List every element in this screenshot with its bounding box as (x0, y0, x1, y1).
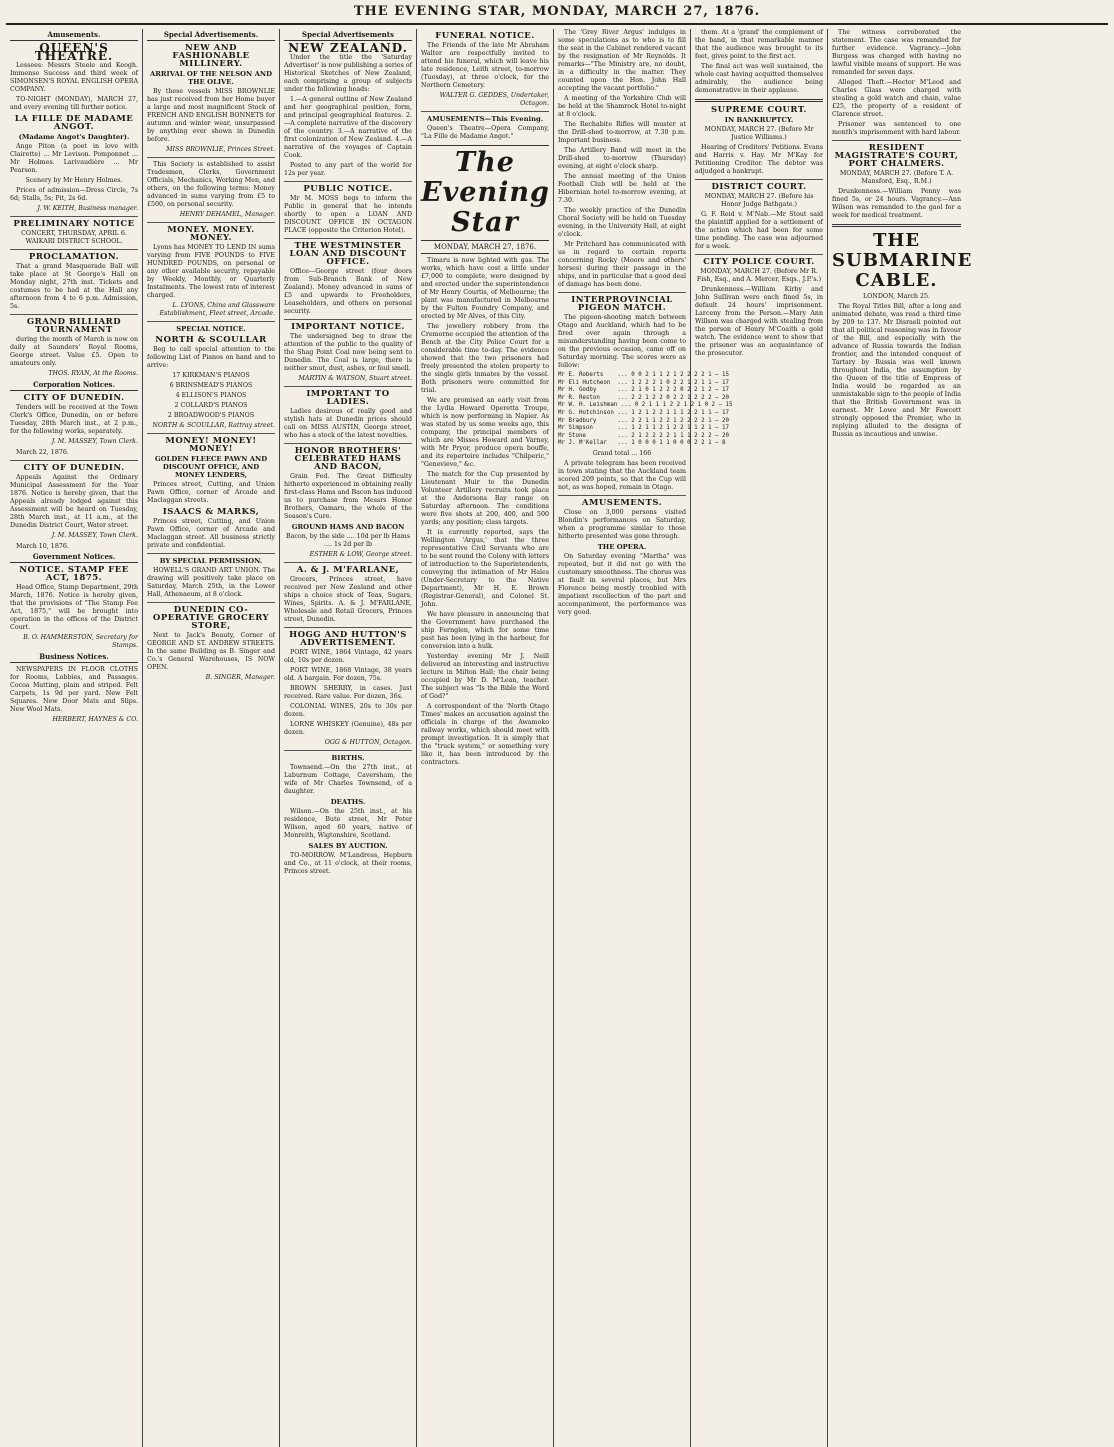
article-paragraph: Drunkenness.—William Kirby and John Sullivan were each fined 5s, in default 24 hours' imprisonment. Larceny from the Person.—Mary Ann Willson was charged with stealing from the person of Henry M'Coaith a gold watch. The evidence went to show that the prisoner was an acquaintance of the prosecutor. (695, 286, 823, 357)
ad-title: THE WESTMINSTER LOAN AND DISCOUNT OFFICE. (289, 241, 407, 267)
ad-title: MONEY. MONEY. MONEY. (167, 225, 255, 243)
article-paragraph: The witness corroborated the statement. The case was remanded for further evidence. Vagrancy.—John Burgess was charged with having no lawful visible means of support. He was remanded for seven days. (832, 29, 961, 76)
article-paragraph: A correspondent of the 'North Otago Times' makes an accusation against the officials in charge of the Awamoko railway works, which should meet with prompt investigation. It is simply that the "truck system," or something very like it, has been introduced by the contractors. (421, 703, 549, 766)
column-6 (691, 29, 828, 1447)
article-paragraph: Timaru is now lighted with gas. The works, which have cost a little under £7,000 to complete, were designed by and erected under the superintendence of Mr Henry Courtis, of Melbourne; the plant was manufactured in Melbourne by the Fulton Foundry Company, and erected by Mr Alves, of this City. (421, 257, 549, 320)
article-title: DISTRICT COURT. (711, 182, 807, 192)
ad-text: Ladies desirous of really good and stylish hats at Dunedin prices should call on MISS AUSTIN, George street, who has a stock of the latest novelties. (284, 408, 412, 439)
ad-title: NEW AND FASHIONABLE MILLINERY. (172, 43, 250, 69)
ad-signature: B. O. HAMMERSTON, Secretary for Stamps. (23, 634, 138, 649)
ad-title: PRELIMINARY NOTICE (13, 219, 135, 229)
divider (10, 460, 138, 461)
list-item: COLONIAL WINES, 20s to 30s per dozen. (284, 703, 412, 718)
ad-text: The undersigned beg to draw the attention of the public to the quality of the Shag Point Coal now being sent to Dunedin. The Coal is large, there is neither smut, dust, ashes, or foul smell. (284, 333, 412, 372)
article-paragraph: Close on 3,000 persons visited Blondin's performances on Saturday, when a programme similar to those hitherto presented was gone through. (558, 508, 686, 540)
ad-title: NOTICE. STAMP FEE ACT, 1875. (19, 565, 129, 583)
article-paragraph: Drunkenness.—William Penny was fined 5s, or 24 hours. Vagrancy.—Ann Wilson was remanded to the gaol for a week for medical treatment. (832, 188, 961, 219)
section-header: Corporation Notices. (10, 381, 138, 391)
ad-text: Posted to any part of the world for 12s per year. (284, 162, 412, 177)
divider (147, 602, 275, 603)
column-5 (554, 29, 733, 1447)
divider (832, 140, 961, 141)
divider (284, 750, 412, 751)
ad-text: That a grand Masquerade Ball will take place at St George's Hall on Monday night, 27th inst. Tickets and costumes to be had at the Hall any afternoon from 4 to 6 p.m. Admission, 5s. (10, 263, 138, 310)
column-2 (143, 29, 280, 1447)
newspaper-logo: The Evening Star (421, 145, 549, 241)
article-paragraph: The 'Grey River Argus' indulges in some speculations as to who is to fill the seat in the Cabinet rendered vacant by the resignation of Mr Reynolds. It remarks—"The Ministry are, no doubt, in a difficulty in the matter. They counted upon the Hon. John Hall accepting the vacant portfolio." (558, 29, 686, 92)
ad-text: Lyons has MONEY TO LEND IN sums varying from FIVE POUNDS to FIVE HUNDRED POUNDS, on personal or any other available security, repayable by Weekly, Monthly, or Quarterly Instalments. The lowest rate of interest charged. (147, 244, 275, 299)
ad-text: Next to Jack's Beauty, Corner of GEORGE AND ST. ANDREW STREETS. In the same Building as B. Singer and Co.'s General Warehouses, IS NOW OPEN. (147, 632, 275, 671)
ad-text: Princes street, Cutting, and Union Pawn Office, corner of Arcade and Maclaggan street. All business strictly private and confidential. (147, 518, 275, 549)
ad-title: LA FILLE DE MADAME ANGOT. (14, 114, 134, 132)
divider (695, 179, 823, 180)
divider (147, 222, 275, 223)
page-masthead: THE EVENING STAR, MONDAY, MARCH 27, 1876. (6, 4, 1108, 25)
ad-title: HONOR BROTHERS' CELEBRATED HAMS AND BACON, (294, 446, 402, 472)
ad-text: Under the title the 'Saturday Advertiser' is now publishing a series of Historical Sketches of New Zealand, each comprising a group of subjects under the following heads: (284, 54, 412, 93)
divider (284, 562, 412, 563)
ad-subtitle: BY SPECIAL PERMISSION. (159, 557, 263, 565)
article-title: SUPREME COURT. (710, 105, 808, 115)
section-header: Amusements. (10, 31, 138, 41)
score-table: Mr E. Roberts ... 0 0 2 1 1 2 1 2 2 2 2 1 — 15 Mr Eli Hutcheon ... 1 2 2 2 1 0 2 2 1 2 1 1 — 17 Mr H. Godby ... 2 1 0 1 2 2 2 0 2 2 1 2 — 17 Mr R. Reston ... 2 2 1 2 2 0 2 2 1 2 2 2 — 20 Mr W. H. Leishman ... 0 2 1 1 1 2 2 1 2 1 0 2 — 15 Mr G. Hutchinson ... 1 2 1 2 2 1 1 1 2 2 1 1 — 17 Mr Bradbury ... 2 2 1 1 2 2 1 2 2 2 2 1 — 20 Mr Simpson ... 1 2 1 1 2 1 2 2 1 1 2 1 — 17 Mr Stone ... 2 1 2 2 2 2 1 1 1 2 2 2 — 20 Mr J. M'Kellar ... 1 0 0 0 1 1 0 0 0 2 2 1 — 8 (558, 372, 733, 447)
article-paragraph: On Saturday evening "Martha" was repeated, but it did not go with the customary smoothness. The chorus was at fault in several places, but Mrs Florence being mostly troubled with impatient recollection of the part and accompaniment, the performance was very good. (558, 552, 686, 616)
divider (558, 292, 686, 293)
ad-text: Queen's Theatre—Opera Company, "La Fille de Madame Angot." (421, 125, 549, 140)
divider (284, 238, 412, 239)
ad-signature: L. LYONS, China and Glassware Establishment, Fleet street, Arcade. (159, 302, 275, 317)
ad-signature: WALTER G. GEDDES, Undertaker, Octagon. (439, 92, 549, 107)
ad-title: PUBLIC NOTICE. (303, 184, 393, 194)
ad-text: Mr M. MOSS begs to inform the Public in general that he intends shortly to open a LOAN AND DISCOUNT OFFICE IN OCTAGON PLACE (opposite the Criterion Hotel). (284, 195, 412, 234)
court-date: MONDAY, MARCH 27. (Before Mr R. Fish, Esq., and A. Mercer, Esqs., J.P.'s.) (696, 268, 822, 283)
ad-text: Head Office, Stamp Department, 29th March, 1876. Notice is hereby given, that the provisions of "The Stamp Fee Act, 1875," will be brought into operation in the offices of the District Court. (10, 584, 138, 631)
ad-text: Tenders will be received at the Town Clerk's Office, Dunedin, on or before Tuesday, 28th March inst., at 2 p.m., for the following works, separately. (10, 404, 138, 435)
divider (147, 321, 275, 322)
article-paragraph: G. F. Reid v. M'Nab.—Mr Stout said the plaintiff applied for a settlement of the action which had been for some time pending. The case was adjourned for a week. (695, 211, 823, 250)
ad-signature: B. SINGER, Manager. (205, 674, 275, 681)
ad-date: March 10, 1876. (16, 543, 69, 550)
ad-text: Office—George street (four doors from Sub-Branch Bank of New Zealand). Money advanced in sums of £5 and upwards to Freeholders, Leaseholders, and others on personal security. (284, 268, 412, 315)
column-grid (6, 29, 1108, 1447)
section-header: Special Advertisements. (147, 31, 275, 41)
piano-item: 17 KIRKMAN'S PIANOS (172, 372, 250, 379)
divider (147, 433, 275, 434)
ad-title: IMPORTANT TO LADIES. (306, 389, 390, 407)
article-subtitle: IN BANKRUPTCY. (724, 116, 794, 124)
column-7 (828, 29, 973, 1447)
ad-text: Beg to call special attention to the following List of Pianos on hand and to arrive: (147, 346, 275, 369)
ad-text: HOWELL'S GRAND ART UNION. The drawing will positively take place on Saturday, March 25th, in the Lower Hall, Athenaeum, at 8 o'clock. (147, 567, 275, 598)
article-paragraph: The Rechabite Rifles will muster at the Drill-shed to-morrow, at 7.30 p.m. Important business. (558, 121, 686, 144)
piano-item: 2 COLLARD'S PIANOS (174, 402, 248, 409)
divider (284, 181, 412, 182)
list-item: PORT WINE, 1864 Vintage, 42 years old, 10s per dozen. (284, 649, 412, 664)
divider (695, 254, 823, 255)
article-paragraph: Alleged Theft.—Hector M'Leod and Charles Glass were charged with stealing a gold watch and chain, value £25, the property of a resident of Clarence street. (832, 79, 961, 118)
article-paragraph: Yesterday evening Mr J. Neill delivered an interesting and instructive lecture in Milton Hall; the chair being occupied by Mr D. M'Lean, teacher. The subject was "Is the Bible the Word of God?" (421, 653, 549, 700)
ad-text: CONCERT, THURSDAY, APRIL 6. WAIKARI DISTRICT SCHOOL. (21, 230, 127, 245)
divider (558, 495, 686, 496)
column-4 (417, 29, 554, 1447)
ad-subtitle: SPECIAL NOTICE. (176, 325, 246, 333)
ad-text: TO-NIGHT (MONDAY), MARCH 27, and every evening till further notice. (10, 96, 138, 111)
ad-signature: HERBERT, HAYNES & CO. (52, 716, 138, 723)
article-paragraph: The annual meeting of the Union Football Club will be held at the Hibernian hotel to-morrow evening, at 7.30. (558, 173, 686, 204)
article-paragraph: We are promised an early visit from the Lydia Howard Operetta Troupe, which is now performing in Napier. As was stated by us some weeks ago, this company, the principal members of which are Misses Howard and Varney, with Mr Pryor, produce opera bouffe, and its repertoire includes "Chilperic," "Genevieve," &c. (421, 397, 549, 468)
divider (10, 314, 138, 315)
column-1 (6, 29, 143, 1447)
ad-title: IMPORTANT NOTICE. (291, 322, 405, 332)
article-paragraph: It is currently reported, says the Wellington 'Argus,' that the three representative Civil Servants who are to be sent round the Colony with letters of introduction to the Superintendents, conveying the intimation of Mr Hales (Under-Secretary to the Native Department), Mr H. E. Brown (Registrar-General), and Colonel St. John. (421, 529, 549, 608)
article-paragraph: The match for the Cup presented by Lieutenant Muir to the Dunedin Volunteer Artillery recruits took place at the Andersons Bay range on Saturday afternoon. The conditions were five shots at 200, 400, and 500 yards; any position; class targets. (421, 471, 549, 526)
ad-text: Princes street, Cutting, and Union Pawn Office, corner of Arcade and Maclaggan streets. (147, 481, 275, 504)
article-paragraph: A meeting of the Yorkshire Club will be held at the Shamrock Hotel to-night at 8 o'clock. (558, 95, 686, 118)
article-paragraph: A private telegram has been received in town stating that the Auckland team scored 209 points, so that the Cup will not, as was hoped, remain in Otago. (558, 459, 686, 491)
ad-date: March 22, 1876. (16, 449, 69, 456)
article-paragraph: Hearing of Creditors' Petitions. Evans and Harris v. Hay. Mr M'Kay for Petitioning Creditor. The debtor was adjudged a bankrupt. (695, 144, 823, 175)
ad-title: DUNEDIN CO-OPERATIVE GROCERY STORE, (152, 605, 270, 631)
list-item: PORT WINE, 1868 Vintage, 38 years old. A bargain. For dozen, 75s. (284, 667, 412, 682)
ad-title: FUNERAL NOTICE. (435, 31, 535, 41)
ad-signature: MISS BROWNLIE, Princes Street. (166, 146, 275, 153)
ad-subtitle: SALES BY AUCTION. (308, 842, 388, 850)
score-total: Grand total ... 166 (592, 449, 652, 457)
ad-text: Townsend.—On the 27th inst., at Laburnum Cottage, Caversham, the wife of Mr Charles Townsend, of a daughter. (284, 764, 412, 795)
court-date: MONDAY, MARCH 27. (Before Mr Justice Williams.) (704, 126, 814, 141)
ad-subtitle: GOLDEN FLEECE PAWN AND DISCOUNT OFFICE, AND MONEY LENDERS, (154, 455, 268, 479)
ad-text: Grain Fed. The Great Difficulty hitherto experienced in obtaining really first-class Hams and Bacon has induced us to purchase from Messrs Honor Brothers, Oamaru, the whole of the Season's Cure. (284, 473, 412, 520)
ad-subtitle: AMUSEMENTS—This Evening. (426, 115, 544, 123)
article-title: RESIDENT MAGISTRATE'S COURT, PORT CHALMERS. (834, 143, 959, 169)
ad-title: CITY OF DUNEDIN. (23, 463, 125, 473)
piano-item: 4 ELLISON'S PIANOS (175, 392, 247, 399)
ad-title: QUEEN'S THEATRE. (34, 41, 114, 63)
court-date: MONDAY, MARCH 27. (Before his Honor Judge Bathgate.) (704, 193, 814, 208)
list-item: BROWN SHERRY, in cases. Just received. Rare value. For dozen, 36s. (284, 685, 412, 700)
ad-subtitle: GROUND HAMS AND BACON (291, 523, 405, 531)
ad-title: PROCLAMATION. (28, 252, 120, 262)
ad-signature: NORTH & SCOULLAR, Rattray street. (152, 422, 275, 429)
ad-title: A. & J. M'FARLANE, (296, 565, 400, 575)
ad-text: Bacon, by the side .... 10d per lb Hams .... 1s 2d per lb (286, 533, 410, 548)
ad-signature: ESTHER & LOW, George street. (309, 551, 412, 558)
list-item: LORNE WHISKEY (Genuine), 48s per dozen. (284, 721, 412, 736)
ad-title: CITY OF DUNEDIN. (23, 393, 125, 403)
ad-subtitle: BIRTHS. (331, 754, 365, 762)
divider (695, 99, 823, 102)
ad-subtitle: DEATHS. (330, 798, 366, 806)
article-paragraph: We have pleasure in announcing that the Government have purchased the ship Fernglen, which for some time past has been lying in the harbour, for conversion into a hulk. (421, 611, 549, 650)
article-paragraph: The final act was well sustained, the whole cast having acquitted themselves admirably, the audience being demonstrative in their applause. (695, 63, 823, 94)
ad-text: NEWSPAPERS IN FLOOR CLOTHS for Rooms, Lobbies, and Passages. Cocoa Matting, plain and striped. Felt Carpets, 1s 9d per yard. New Felt Squares. New Door Mats and Slips. New Wool Mats. (10, 666, 138, 713)
article-paragraph: Mr Pritchard has communicated with us in regard to certain reports concerning Rocky (Moore and others' horses) during their passage in the ships, and in particular that a good deal of damage has been done. (558, 241, 686, 288)
divider (284, 386, 412, 387)
article-paragraph: The Artillery Band will meet in the Drill-shed to-morrow (Thursday) evening, at eight o'clock sharp. (558, 147, 686, 170)
ad-signature: THOS. RYAN, At the Rooms. (48, 370, 138, 377)
ad-text: Prices of admission—Dress Circle, 7s 6d; Stalls, 5s; Pit, 2s 6d. (10, 187, 138, 202)
piano-item: 6 BRINSMEAD'S PIANOS (169, 382, 253, 389)
ad-signature: HENRY DEHAMEL, Manager. (179, 211, 275, 218)
divider (147, 157, 275, 158)
divider (10, 249, 138, 250)
article-title: CITY POLICE COURT. (703, 257, 815, 267)
cable-dateline: LONDON, March 25. (863, 293, 930, 300)
divider (421, 111, 549, 112)
ad-text: during the month of March is now on daily at Saunders' Royal Rooms, George street. Value £5. Open to amateurs only. (10, 336, 138, 367)
ad-text: Lessees: Messrs Steele and Keogh. Immense Success and third week of SIMONSEN'S ROYAL ENGLISH OPERA COMPANY. (10, 62, 138, 93)
piano-item: 2 BROADWOOD'S PIANOS (167, 412, 255, 419)
article-paragraph: The weekly practice of the Dunedin Choral Society will be held on Tuesday evening, in the University Hall, at eight o'clock. (558, 207, 686, 238)
headline: THE SUBMARINE CABLE. (832, 230, 973, 291)
court-date: MONDAY, MARCH 27. (Before T. A. Mansford, Esq., R.M.) (839, 170, 954, 185)
ad-subtitle: (Madame Angot's Daughter). (18, 133, 130, 141)
ad-signature: MARTIN & WATSON, Stuart street. (298, 375, 412, 382)
ad-signature: J. W. KEITH, Business manager. (37, 205, 138, 212)
ad-title: NEW ZEALAND. (288, 41, 408, 55)
ad-text: Scenery by Mr Henry Holmes. (25, 177, 123, 184)
ad-subtitle: ARRIVAL OF THE NELSON AND THE OLIVE. (149, 70, 272, 86)
ad-text: 1.—A general outline of New Zealand and her geographical position, form, and principal geographical features. 2.—A complete narrative of the discovery of the country. 3.—A narrative of the first colonization of New Zealand. 4.—A narrative of the voyages of Captain Cook. (284, 96, 412, 159)
divider (10, 216, 138, 217)
article-paragraph: them. At a 'grand' the complement of the band, in that remarkable manner that the audience was brought to its feet, gives point to the first act. (695, 29, 823, 60)
column-3 (280, 29, 417, 1447)
dateline: MONDAY, MARCH 27, 1876. (421, 243, 549, 254)
ad-text: The Friends of the late Mr Abraham Walter are respectfully invited to attend his funeral, which will leave his late residence, Leith street, to-morrow (Tuesday), at three o'clock, for the Northern Cemetery. (421, 42, 549, 89)
ad-signature: OGG & HUTTON, Octagon. (324, 739, 412, 746)
ad-title: GRAND BILLIARD TOURNAMENT (26, 317, 122, 335)
divider (147, 553, 275, 554)
ad-signature: J. M. MASSEY, Town Clerk. (51, 532, 138, 539)
ad-text: Appeals Against the Ordinary Municipal Assessment for the Year 1876. Notice is hereby given, that the Appeals already lodged against this Assessment will be heard on Tuesday, 28th March inst., at 11 a.m., at the Dunedin District Court, Water street. (10, 474, 138, 529)
article-title: AMUSEMENTS. (581, 497, 663, 508)
ad-signature: J. M. MASSEY, Town Clerk. (51, 438, 138, 445)
ad-text: Wilson.—On the 25th inst., at his residence, Bute street, Mr Peter Wilson, aged 60 years, native of Monreith, Wigtonshire, Scotland. (284, 808, 412, 839)
divider (832, 224, 961, 227)
ad-title: HOGG AND HUTTON'S ADVERTISEMENT. (289, 630, 407, 648)
article-paragraph: Prisoner was sentenced to one month's imprisonment with hard labour. (832, 121, 961, 136)
ad-text: TO-MORROW. M'Landress, Hepburn and Co., at 11 o'clock, at their rooms, Princes street. (284, 852, 412, 875)
divider (284, 443, 412, 444)
divider (284, 627, 412, 628)
ad-title: ISAACS & MARKS, (162, 507, 260, 517)
article-paragraph: The jewellery robbery from the Cremorne occupied the attention of the Bench at the City Police Court for a considerable time to-day. The evidence showed that the two prisoners had freely presented the stolen property to the single girls inmates by the vessel. Both prisoners were committed for trial. (421, 323, 549, 394)
ad-text: By these vessels MISS BROWNLIE has just received from her Home buyer a large and most magnificent Stock of FRENCH AND ENGLISH BONNETS for autumn and winter wear, unsurpassed by anything ever shown in Dunedin before. (147, 88, 275, 143)
section-header: Government Notices. (10, 553, 138, 563)
article-paragraph: The pigeon-shooting match between Otago and Auckland, which had to be fired over again through a misunderstanding having been come to on the previous occasion, came off on Saturday morning. The scores were as follow: (558, 314, 686, 369)
article-title: INTERPROVINCIAL PIGEON MATCH. (571, 295, 673, 313)
article-paragraph: The Royal Titles Bill, after a long and animated debate, was read a third time by 209 to 137. Mr Disraeli pointed out that all political reasoning was in favour of the Bill, and especially with the advance of Russia towards the Indian frontier, and the intended conquest of Tartary by Russia was well known throughout India, the assumption by the Queen of the title of Empress of India would be regarded as an unmistakable sign to the people of India that the British Government was in earnest. Mr Lowe and Mr Fawcett strongly opposed the Premier, who in replying alluded to the designs of Russia as incautious and unwise. (832, 303, 961, 438)
ad-text: Grocers, Princes street, have received per New Zealand and other ships a choice stock of Teas, Sugars, Wines, Spirits. A. & J. M'FARLANE, Wholesale and Retail Grocers, Princes street, Dunedin. (284, 576, 412, 623)
article-subtitle: THE OPERA. (597, 542, 647, 551)
ad-title: NORTH & SCOULLAR (155, 335, 267, 345)
ad-text: Ange Piton (a poet in love with Clairette) ... Mr Levison. Pomponnet ... Mr Holmes. Larivaudière ... Mr Pearson. (10, 143, 138, 174)
section-header: Special Advertisements (284, 31, 412, 41)
divider (284, 319, 412, 320)
section-header: Business Notices. (10, 653, 138, 663)
ad-title: MONEY! MONEY! MONEY! (165, 436, 257, 454)
ad-text: This Society is established to assist Tradesmen, Clerks, Government Officials, Mechanics, Working Men, and others, on the following terms: Money advanced in sums varying from £5 to £500, on personal security. (147, 161, 275, 208)
